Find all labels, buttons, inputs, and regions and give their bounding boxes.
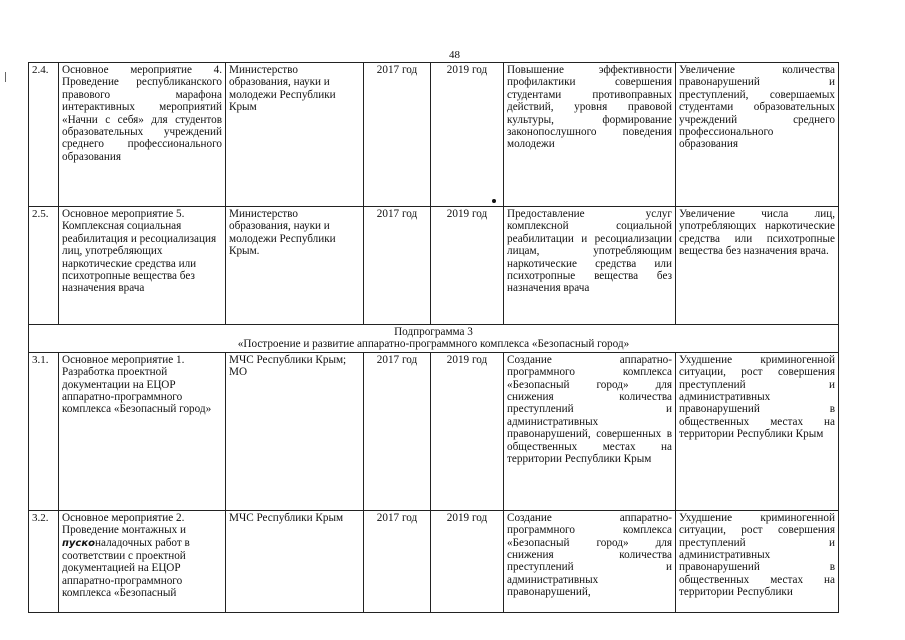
table-row [29,352,839,510]
executor-cell: МЧС Республики Крым [226,510,364,612]
subprogram-header-row [29,325,839,353]
end-year-cell: 2019 год [431,207,504,325]
result-cell: Создание аппаратно-программного комплекса «Безопасный город» для снижения количества преступлений и административных правонарушений, совершенных в общественных местах на территории Республики Крым [504,352,676,510]
start-year-cell: 2017 год [364,352,431,510]
executor-cell: Министерство образования, науки и молодежи Республики Крым [226,63,364,207]
table-row [29,510,839,612]
start-year-cell: 2017 год [364,207,431,325]
event-cell: Основное мероприятие 5. Комплексная социальная реабилитация и ресоциализация лиц, употребляющих наркотические средства или психотропные вещества без назначения врача [59,207,226,325]
stamped-word: пуско [62,537,96,549]
event-cell [59,510,226,612]
result-cell: Предоставление услуг комплексной социальной реабилитации и ресоциализации лицам, употребляющим наркотические средства или психотропные вещества без назначения врача [504,207,676,325]
end-year-cell: 2019 год [431,63,504,207]
event-cell: Основное мероприятие 1. Разработка проектной документации на ЕЦОР аппаратно-программного комплекса «Безопасный город» [59,352,226,510]
start-year-cell: 2017 год [364,63,431,207]
executor-cell: МЧС Республики Крым; МО [226,352,364,510]
page-number: 48 [449,49,460,61]
table-row [29,207,839,325]
row-number: 2.5. [29,207,59,325]
subprogram-header [29,325,839,353]
end-year-cell: 2019 год [431,352,504,510]
event-text-start: Основное мероприятие 2. Проведение монтажных и [62,511,186,537]
result-cell: Повышение эффективности профилактики совершения студентами противоправных действий, уровня правовой культуры, формирование законопослушного поведения молодежи [504,63,676,207]
executor-cell: Министерство образования, науки и молодежи Республики Крым. [226,207,364,325]
event-cell: Основное мероприятие 4. Проведение республиканского правового марафона интерактивных мероприятий «Начни с себя» для студентов образовательных учреждений среднего профессионального образования [59,63,226,207]
end-year-cell: 2019 год [431,510,504,612]
ink-dot [492,199,496,203]
table-row [29,63,839,207]
start-year-cell: 2017 год [364,510,431,612]
row-number: 3.1. [29,352,59,510]
consequence-cell: Ухудшение криминогенной ситуации, рост совершения преступлений и административных правонарушений в общественных местах на территории Республики Крым [676,352,839,510]
event-text-end: наладочных работ в соответствии с проектной документацией на ЕЦОР аппаратно-программного комплекса «Безопасный [62,536,190,600]
row-number: 3.2. [29,510,59,612]
consequence-cell: Ухудшение криминогенной ситуации, рост совершения преступлений и административных правонарушений в общественных местах на территории Республики [676,510,839,612]
result-cell: Создание аппаратно-программного комплекса «Безопасный город» для снижения количества преступлений и административных правонарушений, [504,510,676,612]
consequence-cell: Увеличение количества правонарушений и преступлений, совершаемых студентами образовательных учреждений среднего профессионального образования [676,63,839,207]
subprogram-title: Подпрограмма 3 [394,326,473,338]
subprogram-name: «Построение и развитие аппаратно-программного комплекса «Безопасный город» [237,338,630,351]
row-number: 2.4. [29,63,59,207]
scan-edge-mark [5,72,6,82]
measures-table [28,62,839,613]
consequence-cell: Увеличение числа лиц, употребляющих наркотические средства или психотропные вещества без назначения врача. [676,207,839,325]
